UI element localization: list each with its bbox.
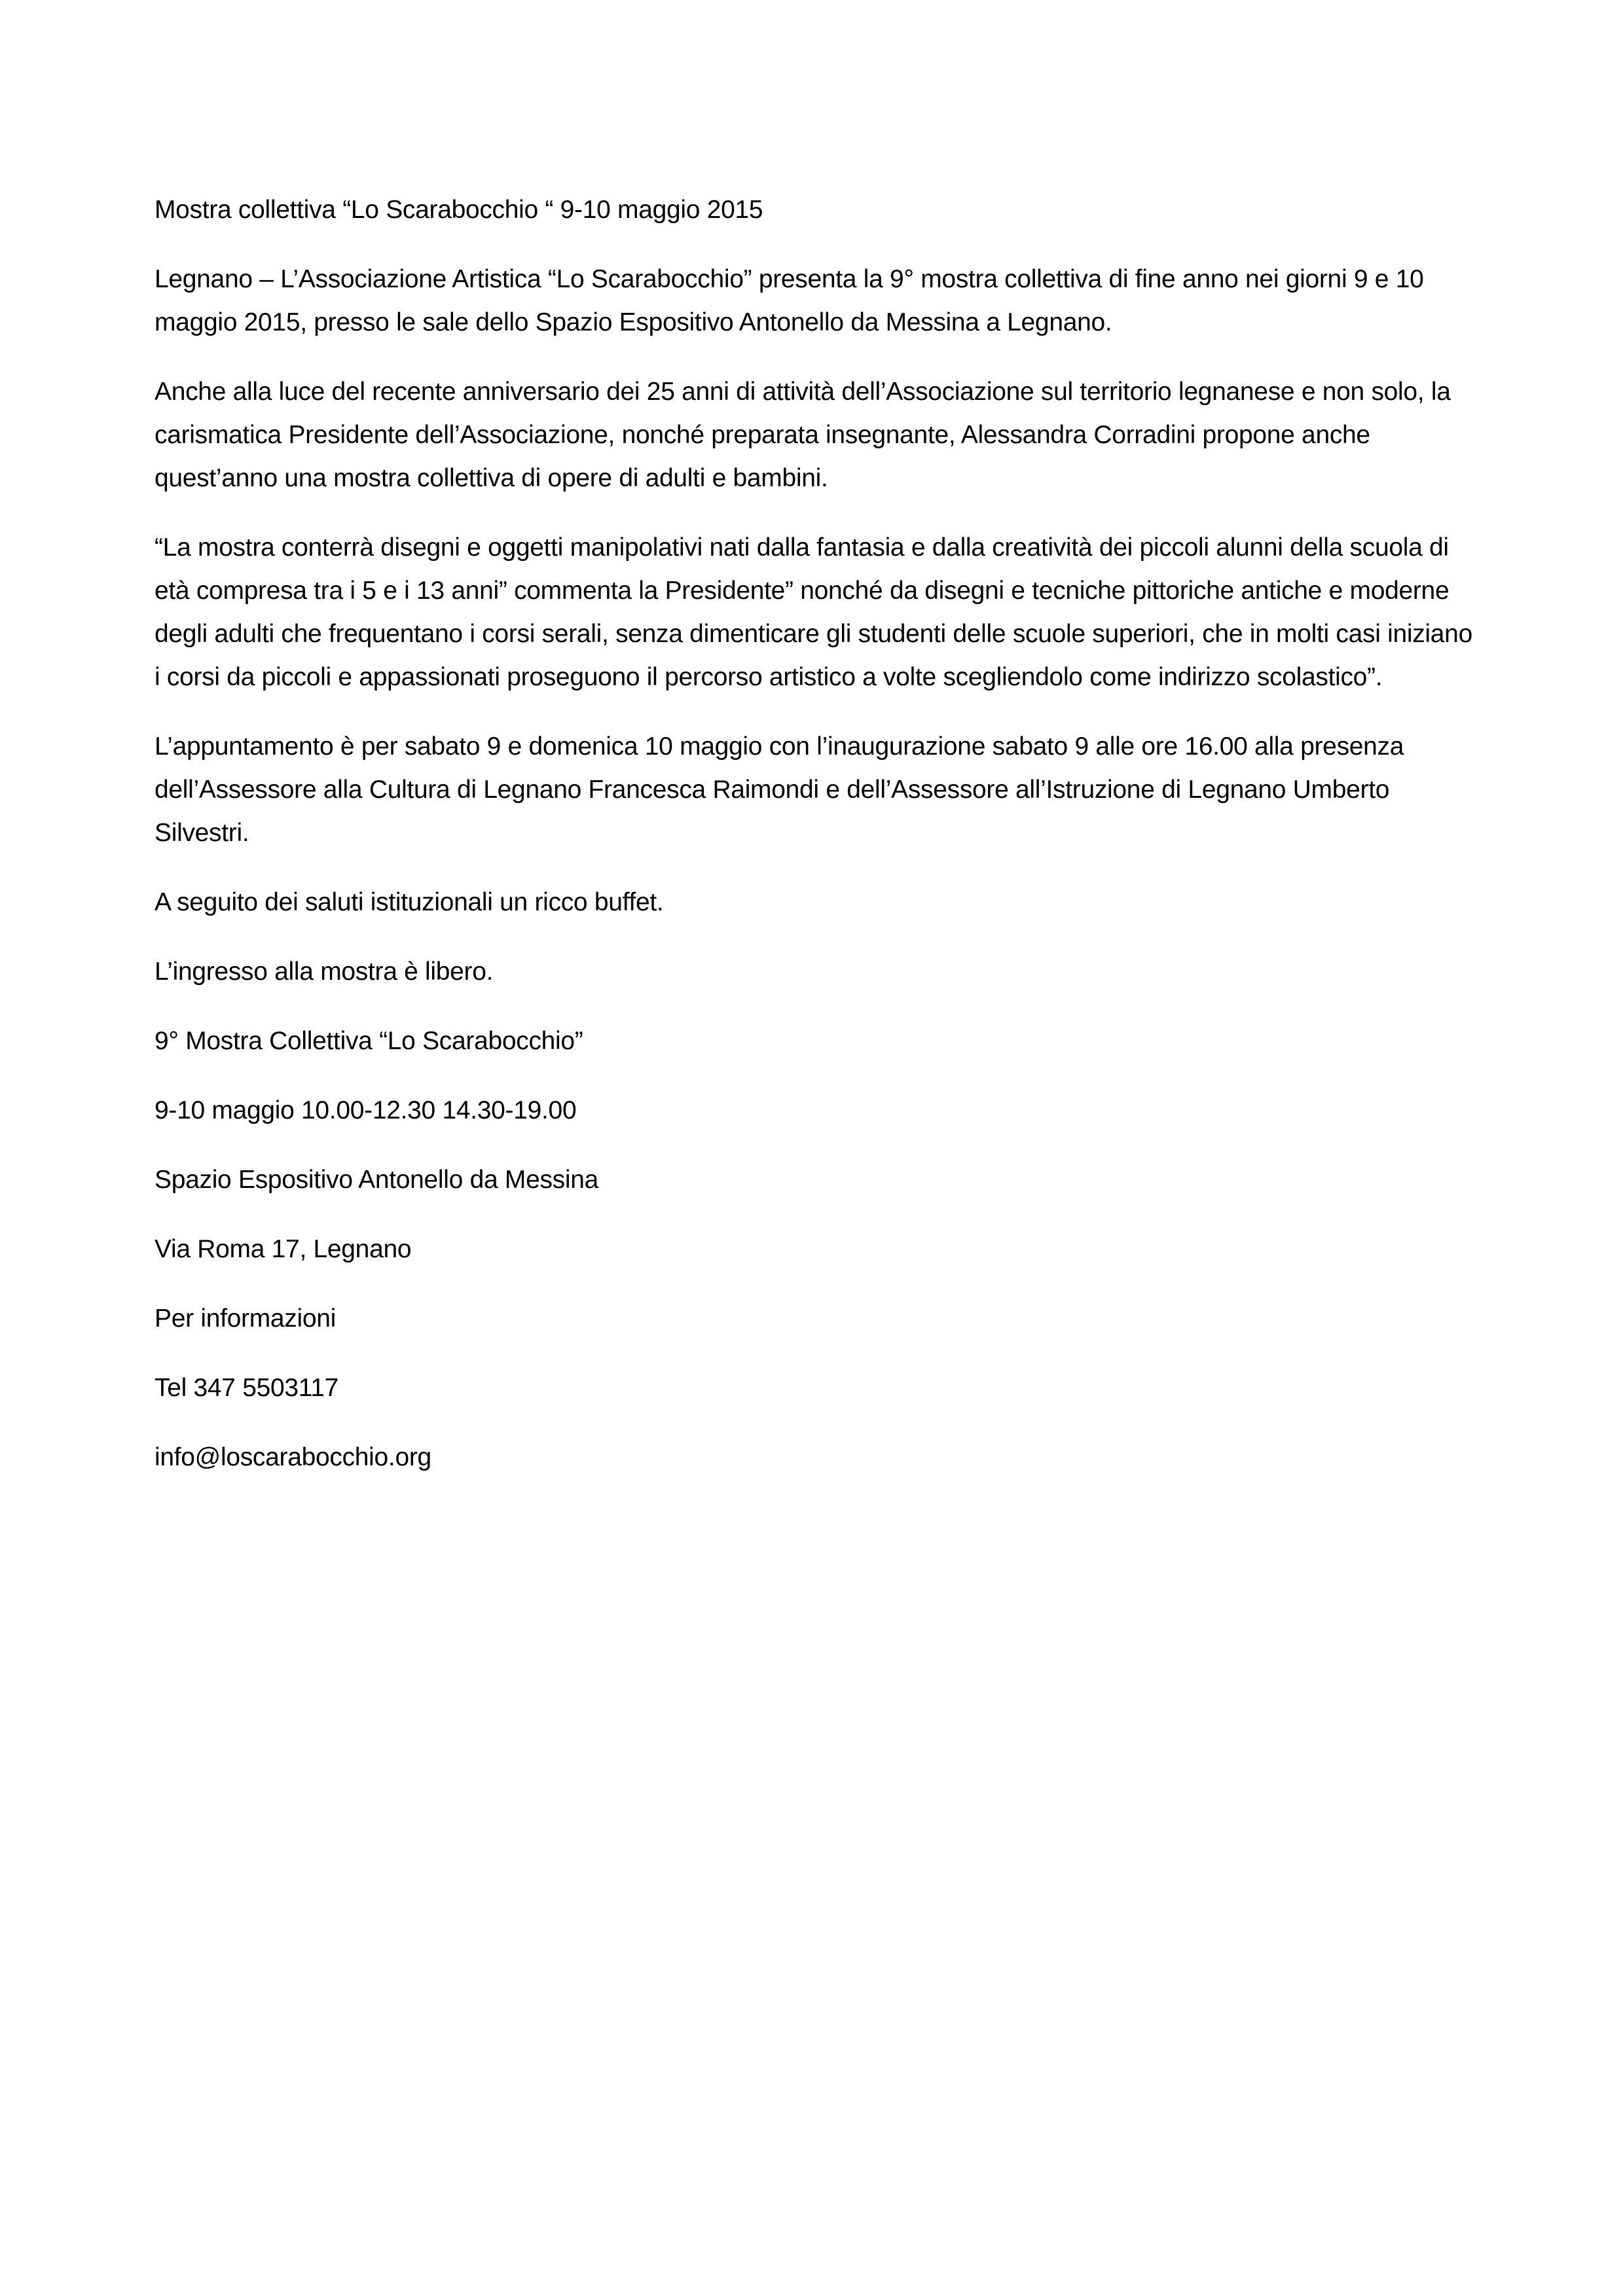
- paragraph-intro: Legnano – L’Associazione Artistica “Lo Scarabocchio” presenta la 9° mostra collettiva di fine anno nei giorni 9 e 10 maggio 2015, presso le sale dello Spazio Espositivo Antonello da Messina a Legnano.: [155, 265, 1424, 336]
- info-phone: Tel 347 5503117: [155, 1374, 339, 1402]
- paragraph-anniversary: Anche alla luce del recente anniversario dei 25 anni di attività dell’Associazione sul territorio legnanese e non solo, la carismatica Presidente dell’Associazione, nonché preparata insegnante, Alessandra Corradini propone anche quest’anno una mostra collettiva di opere di adulti e bambini.: [155, 378, 1451, 492]
- info-contact-heading: Per informazioni: [155, 1304, 336, 1333]
- info-event-name: 9° Mostra Collettiva “Lo Scarabocchio”: [155, 1027, 583, 1055]
- info-email: info@loscarabocchio.org: [155, 1443, 431, 1471]
- info-venue: Spazio Espositivo Antonello da Messina: [155, 1166, 599, 1194]
- paragraph-buffet: A seguito dei saluti istituzionali un ricco buffet.: [155, 888, 664, 916]
- document-body: [155, 188, 1484, 1505]
- info-dates-hours: 9-10 maggio 10.00-12.30 14.30-19.00: [155, 1096, 577, 1124]
- paragraph-quote: “La mostra conterrà disegni e oggetti manipolativi nati dalla fantasia e dalla creatività dei piccoli alunni della scuola di età compresa tra i 5 e i 13 anni” commenta la Presidente” nonché da disegni e tecniche pittoriche antiche e moderne degli adulti che frequentano i corsi serali, senza dimenticare gli studenti delle scuole superiori, che in molti casi iniziano i corsi da piccoli e appassionati proseguono il percorso artistico a volte scegliendolo come indirizzo scolastico”.: [155, 533, 1472, 691]
- paragraph-entry: L’ingresso alla mostra è libero.: [155, 958, 494, 986]
- document-title: Mostra collettiva “Lo Scarabocchio “ 9-10 maggio 2015: [155, 196, 763, 224]
- info-address: Via Roma 17, Legnano: [155, 1235, 412, 1263]
- paragraph-appointment: L’appuntamento è per sabato 9 e domenica 10 maggio con l’inaugurazione sabato 9 alle ore 16.00 alla presenza dell’Assessore alla Cultura di Legnano Francesca Raimondi e dell’Assessore all’Istruzione di Legnano Umberto Silvestri.: [155, 732, 1404, 847]
